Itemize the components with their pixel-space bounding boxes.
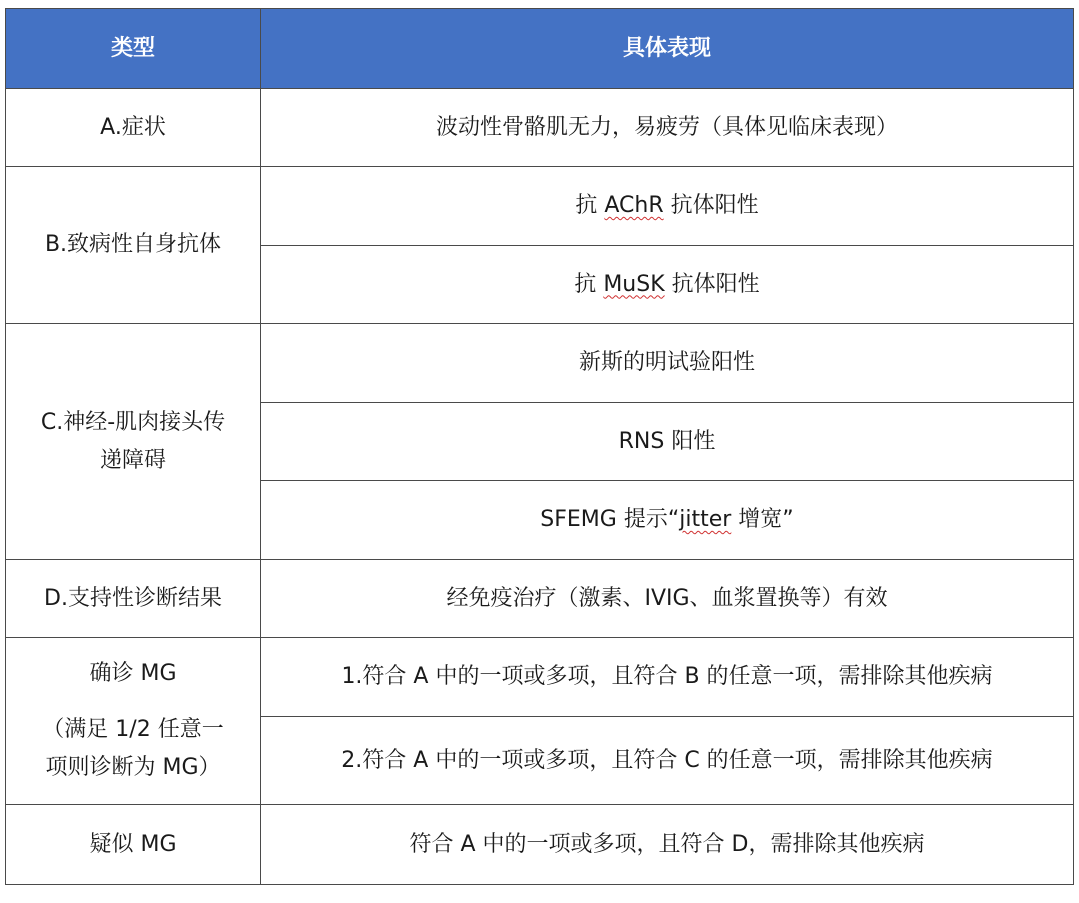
sfemg-term: jitter [679, 507, 732, 532]
achr-pre: 抗 [575, 193, 605, 218]
musk-post: 抗体阳性 [664, 271, 760, 297]
row-suspect [6, 805, 1074, 885]
header-detail: 具体表现 [261, 9, 1074, 89]
detail-cell-d: 经免疫治疗（激素、IVIG、血浆置换等）有效 [261, 560, 1074, 638]
row-c-1 [6, 324, 1074, 403]
type-cell-a: A.症状 [6, 89, 261, 167]
detail-cell-confirm-2: 2.符合 A 中的一项或多项，且符合 C 的任意一项，需排除其他疾病 [261, 717, 1074, 805]
detail-cell-rns: RNS 阳性 [261, 403, 1074, 481]
type-c-line1: C.神经-肌肉接头传 [40, 409, 226, 435]
confirm-line2: （满足 1/2 任意一 [42, 717, 224, 742]
detail-cell-confirm-1: 1.符合 A 中的一项或多项，且符合 B 的任意一项，需排除其他疾病 [261, 638, 1074, 717]
header-row [6, 9, 1074, 89]
musk-pre: 抗 [574, 271, 604, 297]
header-type: 类型 [6, 9, 261, 89]
detail-cell-achr [261, 167, 1074, 246]
type-c-line2: 递障碍 [99, 447, 166, 473]
musk-term: MuSK [603, 271, 665, 297]
sfemg-pre: SFEMG 提示“ [540, 507, 680, 532]
row-d [6, 560, 1074, 638]
achr-post: 抗体阳性 [663, 193, 759, 218]
detail-cell-neostigmine: 新斯的明试验阳性 [261, 324, 1074, 403]
achr-term: AChR [604, 193, 664, 218]
detail-cell-a: 波动性骨骼肌无力，易疲劳（具体见临床表现） [261, 89, 1074, 167]
diagnostic-criteria-table [5, 8, 1074, 885]
detail-cell-musk [261, 246, 1074, 324]
sfemg-post: 增宽” [731, 507, 794, 532]
confirm-line3: 项则诊断为 MG） [45, 755, 221, 780]
type-cell-confirm [6, 638, 261, 805]
row-confirm-1 [6, 638, 1074, 717]
detail-cell-suspect: 符合 A 中的一项或多项，且符合 D，需排除其他疾病 [261, 805, 1074, 885]
type-cell-c [6, 324, 261, 560]
confirm-line1: 确诊 MG [89, 661, 177, 686]
type-cell-b: B.致病性自身抗体 [6, 167, 261, 324]
detail-cell-sfemg [261, 481, 1074, 560]
type-cell-d: D.支持性诊断结果 [6, 560, 261, 638]
type-cell-suspect: 疑似 MG [6, 805, 261, 885]
row-b-1 [6, 167, 1074, 246]
row-a [6, 89, 1074, 167]
